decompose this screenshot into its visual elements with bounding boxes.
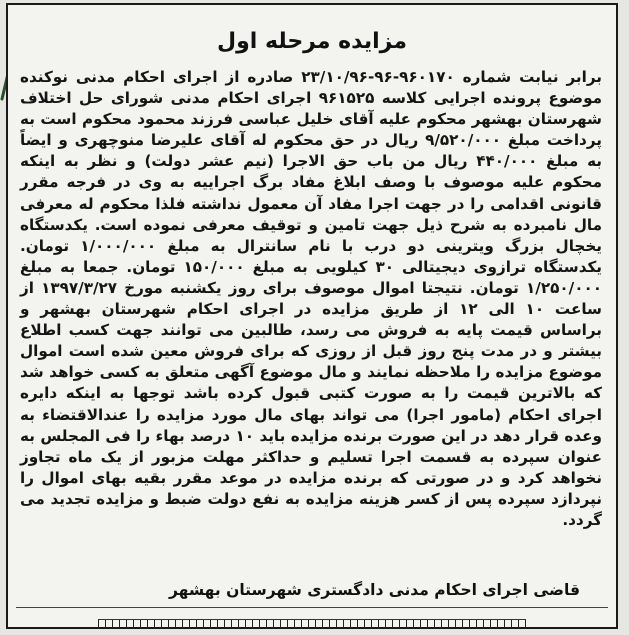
notice-signature: قاضی اجرای احکام مدنی دادگستری شهرستان بهشهر (169, 581, 580, 599)
decorative-border (98, 619, 526, 628)
notice-body: برابر نیابت شماره ۹۶۰۱۷۰-۹۶-۲۳/۱۰/۹۶ صادره از اجرای احکام مدنی نوکنده موضوع پرونده اجرایی کلاسه ۹۶۱۵۲۵ اجرای احکام مدنی شورای حل اختلاف شهرستان بهشهر محکوم علیه آقای خلیل عباسی فرزند محمود محکوم است به پرداخت مبلغ ۹/۵۲۰/۰۰۰ ریال در حق محکوم له آقای علیرضا منوچهری و ایضاً به مبلغ ۴۴۰/۰۰۰ ریال من باب حق الاجرا (نیم عشر دولت) و نظر به اینکه محکوم علیه موصوف با وصف ابلاغ مفاد برگ اجراییه به وی در فرجه مقرر قانونی اقدامی را در جهت اجرا مفاد آن معمول نداشته فلذا محکوم له معرفی مال نامبرده به شرح ذیل جهت تامین و توقیف معرفی نموده است. یکدستگاه یخچال بزرگ ویترینی دو درب با نام سانترال به مبلغ ۱/۰۰۰/۰۰۰ تومان. یکدستگاه ترازوی دیجیتالی ۳۰ کیلویی به مبلغ ۱۵۰/۰۰۰ تومان. جمعا به مبلغ ۱/۲۵۰/۰۰۰ تومان. نتیجتا اموال موصوف برای روز یکشنبه مورخ ۱۳۹۷/۳/۲۷ از ساعت ۱۰ الی ۱۲ از طریق مزایده در اجرای احکام شهرستان بهشهر و براساس قیمت پایه به فروش می رسد، طالبین می توانند جهت کسب اطلاع بیشتر و در مدت پنج روز قبل از روزی که برای فروش معین شده است اموال موضوع مزایده را ملاحظه نمایند و مال موضوع آگهی متعلق به کسی خواهد شد که بالاترین قیمت را به صورت کتبی قبول کرده باشد توجها به اینکه دایره اجرای احکام (مامور اجرا) می تواند بهای مال مورد مزایده را عندالاقتضاء به وعده قرار دهد در این صورت برنده مزایده باید ۱۰ درصد بهاء را فی المجلس به عنوان سپرده به قسمت اجرا تسلیم و حداکثر مهلت مزبور از یک ماه تجاوز نخواهد کرد و در صورتی که برنده مزایده در موعد مقرر بقیه بهای اموال را نپردازد سپرده پس از کسر هزینه مزایده به نفع دولت ضبط و مزایده تجدید می گردد. (20, 68, 602, 529)
notice-title: مزایده مرحله اول (217, 29, 407, 54)
auction-notice (6, 3, 618, 629)
divider (16, 607, 608, 608)
